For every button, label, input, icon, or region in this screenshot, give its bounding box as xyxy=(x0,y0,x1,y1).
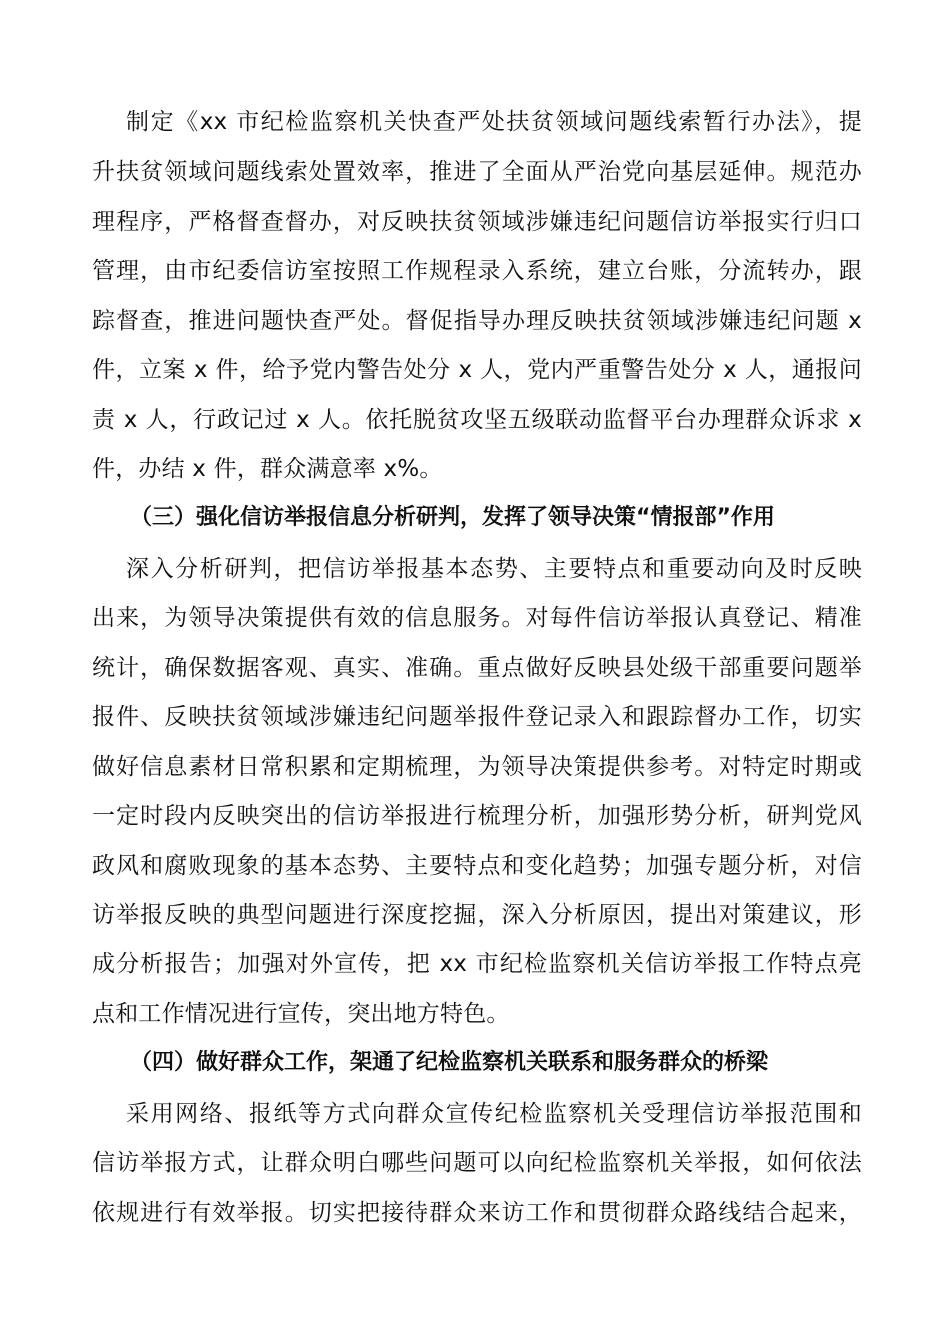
paragraph-1-line-6: 件，立案 x 件，给予党内警告处分 x 人，党内严重警告处分 x 人，通报问 xyxy=(92,357,862,383)
section-heading-3: （三）强化信访举报信息分析研判，发挥了领导决策“情报部”作用 xyxy=(130,505,775,530)
paragraph-3-line-2: 信访举报方式，让群众明白哪些问题可以向纪检监察机关举报，如何依法 xyxy=(92,1150,862,1176)
paragraph-1-line-3: 理程序，严格督查督办，对反映扶贫领域涉嫌违纪问题信访举报实行归口 xyxy=(92,209,862,235)
paragraph-1-line-4: 管理，由市纪委信访室按照工作规程录入系统，建立台账，分流转办，跟 xyxy=(92,258,862,284)
paragraph-1-line-1: 制定《xx 市纪检监察机关快查严处扶贫领域问题线索暂行办法》，提 xyxy=(126,109,862,135)
paragraph-1-line-7: 责 x 人，行政记过 x 人。依托脱贫攻坚五级联动监督平台办理群众诉求 x xyxy=(92,407,862,433)
paragraph-1-line-8: 件，办结 x 件，群众满意率 x%。 xyxy=(92,456,443,482)
paragraph-2-line-6: 一定时段内反映突出的信访举报进行梳理分析，加强形势分析，研判党风 xyxy=(92,803,862,829)
paragraph-2-line-7: 政风和腐败现象的基本态势、主要特点和变化趋势；加强专题分析，对信 xyxy=(92,853,862,879)
paragraph-3-line-3: 依规进行有效举报。切实把接待群众来访工作和贯彻群众路线结合起来， xyxy=(92,1200,862,1226)
section-heading-4: （四）做好群众工作，架通了纪检监察机关联系和服务群众的桥梁 xyxy=(130,1050,769,1075)
paragraph-1-line-5: 踪督查，推进问题快查严处。督促指导办理反映扶贫领域涉嫌违纪问题 x xyxy=(92,308,862,334)
paragraph-2-line-2: 出来，为领导决策提供有效的信息服务。对每件信访举报认真登记、精准 xyxy=(92,605,862,631)
paragraph-3-line-1: 采用网络、报纸等方式向群众宣传纪检监察机关受理信访举报范围和 xyxy=(126,1101,862,1127)
paragraph-2-line-9: 成分析报告；加强对外宣传，把 xx 市纪检监察机关信访举报工作特点亮 xyxy=(92,951,862,977)
paragraph-2-line-4: 报件、反映扶贫领域涉嫌违纪问题举报件登记录入和跟踪督办工作，切实 xyxy=(92,704,862,730)
paragraph-2-line-5: 做好信息素材日常积累和定期梳理，为领导决策提供参考。对特定时期或 xyxy=(92,754,862,780)
paragraph-2-line-1: 深入分析研判，把信访举报基本态势、主要特点和重要动向及时反映 xyxy=(126,556,862,582)
paragraph-1-line-2: 升扶贫领域问题线索处置效率，推进了全面从严治党向基层延伸。规范办 xyxy=(92,159,862,185)
paragraph-2-line-8: 访举报反映的典型问题进行深度挖掘，深入分析原因，提出对策建议，形 xyxy=(92,902,862,928)
paragraph-2-line-10: 点和工作情况进行宣传，突出地方特色。 xyxy=(92,1001,510,1027)
paragraph-2-line-3: 统计，确保数据客观、真实、准确。重点做好反映县处级干部重要问题举 xyxy=(92,655,862,681)
